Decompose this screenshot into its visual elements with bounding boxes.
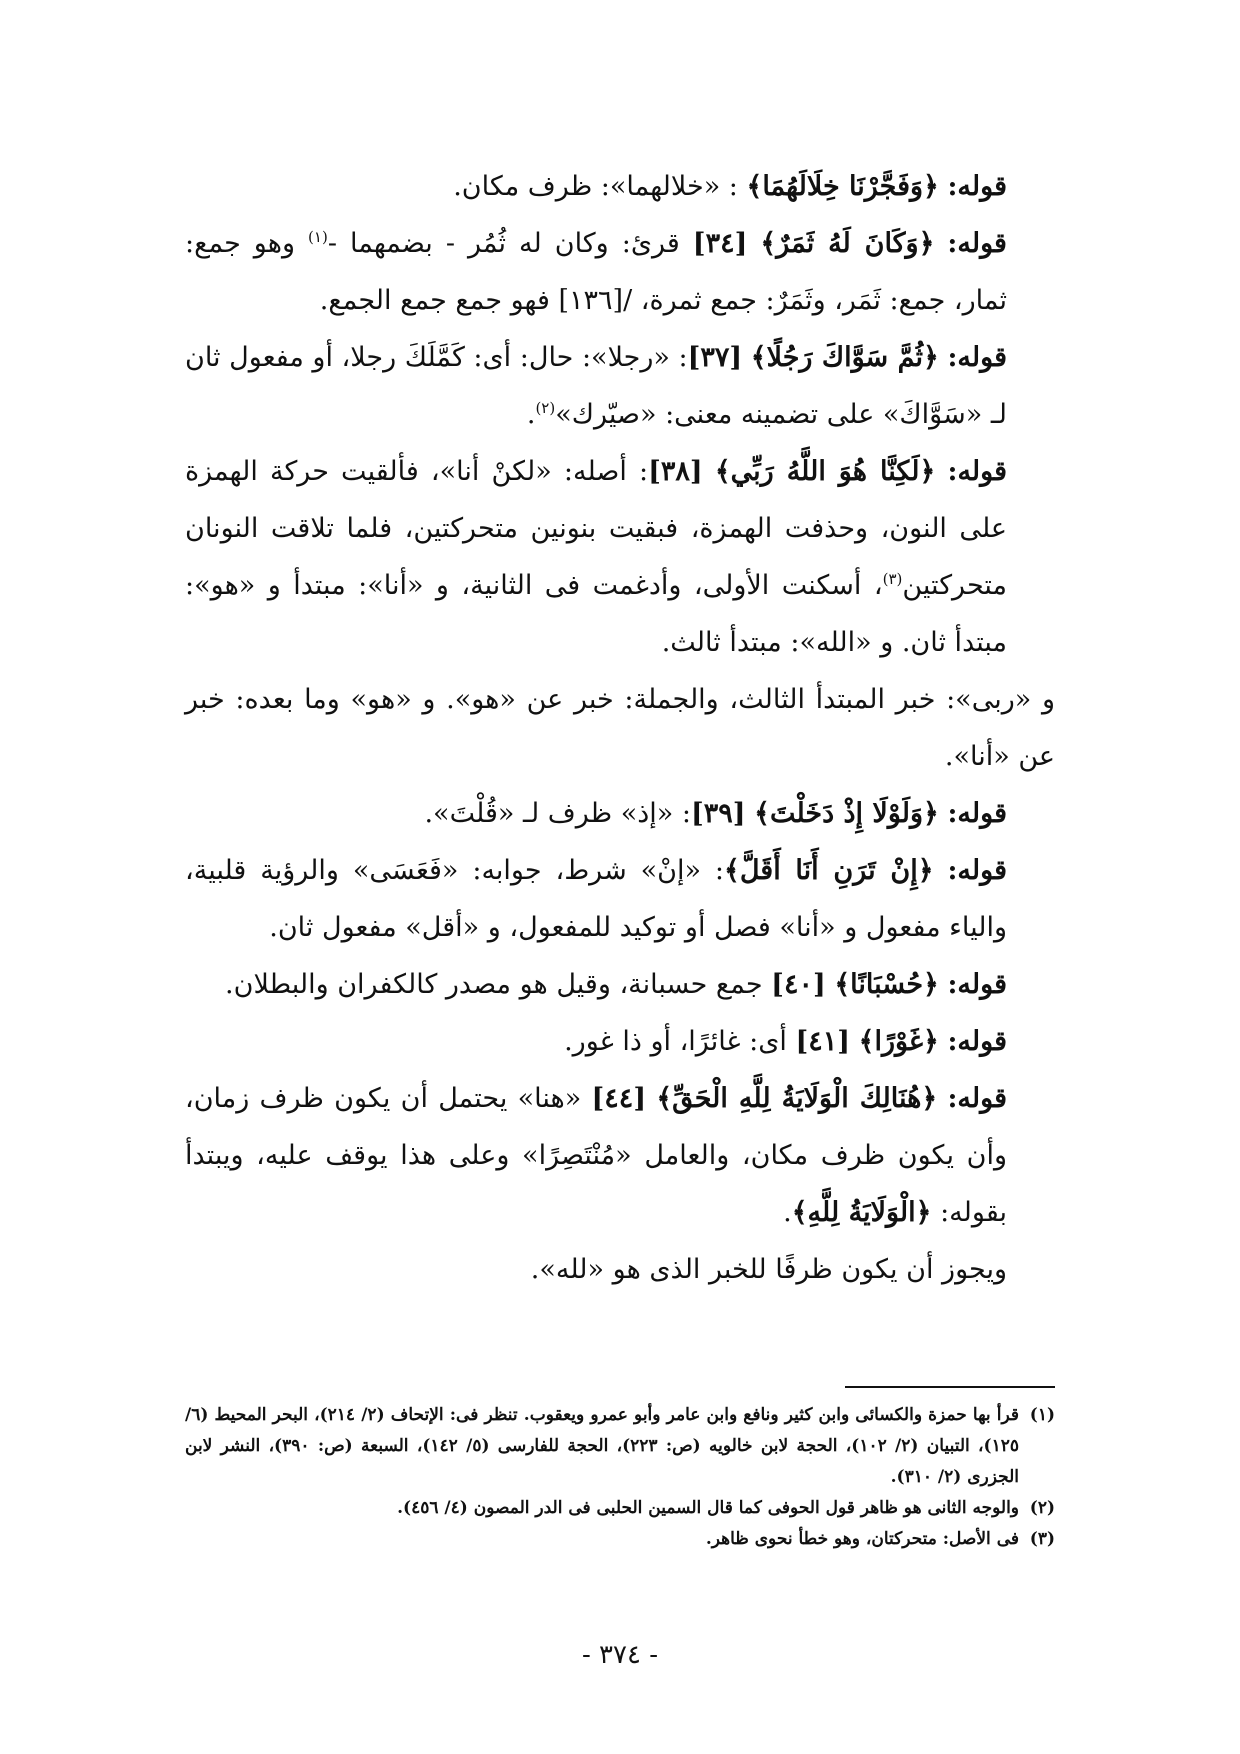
- footnotes: [185, 1400, 1055, 1555]
- paragraph-9: [185, 1013, 1055, 1070]
- quran-verse: ﴿وَكَانَ لَهُ ثَمَرٌ﴾: [760, 228, 935, 259]
- footnote-divider: [845, 1386, 1055, 1388]
- footnote-text: فى الأصل: متحركتان، وهو خطأ نحوى ظاهر.: [705, 1529, 1019, 1549]
- quran-verse: ﴿حُسْبَانًا﴾: [834, 969, 939, 1000]
- paragraph-5: [185, 671, 1055, 785]
- footnote-number: (٢): [1029, 1498, 1055, 1518]
- verse-number: [٤٠]: [771, 969, 826, 1000]
- commentary: قرئ: وكان له ثُمُر - بضمهما -: [327, 228, 693, 259]
- page-number: - ٣٧٤ -: [581, 1640, 659, 1670]
- paragraph-1: [185, 158, 1055, 215]
- quran-verse: ﴿إِنْ تَرَنِ أَنَا أَقَلَّ﴾: [724, 855, 934, 886]
- commentary: : «إذ» ظرف لـ «قُلْتَ».: [424, 798, 691, 829]
- footnote-number: (٣): [1029, 1529, 1055, 1549]
- footnote-1: [185, 1400, 1055, 1493]
- label: قوله:: [947, 798, 1007, 829]
- label: قوله:: [947, 1026, 1007, 1057]
- paragraph-11: [185, 1241, 1055, 1298]
- footnote-text: والوجه الثانى هو ظاهر قول الحوفى كما قال السمين الحلبى فى الدر المصون (٤/ ٤٥٦).: [397, 1498, 1019, 1518]
- main-text: [185, 158, 1055, 1298]
- quran-verse: ﴿ثُمَّ سَوَّاكَ رَجُلًا﴾: [750, 342, 939, 373]
- commentary: «هنا» يحتمل أن يكون ظرف زمان، وأن يكون ظرف مكان، والعامل «مُنْتَصِرًا» وعلى هذا يوقف عليه، ويبتدأ بقوله:: [185, 1083, 1007, 1228]
- label: قوله:: [947, 855, 1007, 886]
- label: قوله:: [947, 969, 1007, 1000]
- quran-verse-quoted: ﴿الْوَلَايَةُ لِلَّهِ﴾: [791, 1197, 932, 1228]
- verse-number: [٤٤]: [591, 1083, 647, 1114]
- paragraph-3: [185, 329, 1055, 443]
- label: قوله:: [947, 342, 1007, 373]
- verse-number: [٣٧]: [687, 342, 743, 373]
- quran-verse: ﴿غَوْرًا﴾: [858, 1026, 939, 1057]
- commentary-continued: وهو جمع: ثمار، جمع: ثَمَر، وثَمَرٌ: جمع ثمرة، /[١٣٦] فهو جمع جمع الجمع.: [185, 228, 1007, 316]
- verse-number: [٣٨]: [648, 456, 703, 487]
- commentary: : أصله: «لكنْ أنا»، فألقيت حركة الهمزة على النون، وحذفت الهمزة، فبقيت بنونين متحركتين، فلما تلاقت النونان متحركتين: [185, 456, 1007, 601]
- paragraph-8: [185, 956, 1055, 1013]
- verse-number: [٣٤]: [692, 228, 748, 259]
- commentary: : «رجلا»: حال: أى: كَمَّلَكَ رجلا، أو مفعول ثان لـ «سَوَّاكَ» على تضمينه معنى: «صيّرك»: [184, 342, 1007, 430]
- verse-number: [٣٩]: [690, 798, 746, 829]
- commentary-continued: .: [783, 1197, 792, 1228]
- commentary-continued: .: [526, 399, 536, 430]
- commentary: : «خلالهما»: ظرف مكان.: [453, 171, 738, 202]
- commentary: أى: غائرًا، أو ذا غور.: [564, 1026, 796, 1057]
- footnote-ref[interactable]: (٢): [535, 399, 556, 417]
- quran-verse: ﴿وَفَجَّرْنَا خِلَالَهُمَا﴾: [746, 171, 939, 202]
- commentary: : «إنْ» شرط، جوابه: «فَعَسَى» والرؤية قلبية، والياء مفعول و «أنا» فصل أو توكيد للمفعول، و «أقل» مفعول ثان.: [185, 855, 1007, 943]
- footnote-2: [185, 1493, 1055, 1524]
- label: قوله:: [947, 456, 1008, 487]
- commentary: و «ربى»: خبر المبتدأ الثالث، والجملة: خبر عن «هو». و «هو» وما بعده: خبر عن «أنا».: [185, 684, 1055, 772]
- commentary: ويجوز أن يكون ظرفًا للخبر الذى هو «لله».: [530, 1254, 1007, 1285]
- quran-verse: ﴿وَلَوْلَا إِذْ دَخَلْتَ﴾: [754, 798, 939, 829]
- footnote-number: (١): [1029, 1405, 1055, 1425]
- quran-verse: ﴿لَكِنَّا هُوَ اللَّهُ رَبِّي﴾: [714, 456, 936, 487]
- paragraph-4: [185, 443, 1055, 671]
- paragraph-6: [185, 785, 1055, 842]
- footnote-3: [185, 1524, 1055, 1555]
- label: قوله:: [947, 171, 1007, 202]
- quran-verse: ﴿هُنَالِكَ الْوَلَايَةُ لِلَّهِ الْحَقِّ﴾: [656, 1083, 938, 1114]
- footnote-text: قرأ بها حمزة والكسائى وابن كثير ونافع وابن عامر وأبو عمرو ويعقوب. تنظر فى: الإتحاف (٢/ ٢١٤)، البحر المحيط (٦/ ١٢٥)، التبيان (٢/ ١٠٢)، الحجة لابن خالويه (ص: ٢٢٣)، الحجة للفارسى (٥/ ١٤٢)، السبعة (ص: ٣٩٠)، النشر لابن الجزرى (٢/ ٣١٠).: [185, 1405, 1019, 1487]
- label: قوله:: [947, 228, 1007, 259]
- paragraph-10: [185, 1070, 1055, 1241]
- footnote-ref[interactable]: (١): [308, 228, 328, 246]
- paragraph-7: [185, 842, 1055, 956]
- paragraph-2: [185, 215, 1055, 329]
- footnote-ref[interactable]: (٣): [882, 570, 903, 588]
- commentary: جمع حسبانة، وقيل هو مصدر كالكفران والبطلان.: [225, 969, 772, 1000]
- verse-number: [٤١]: [795, 1026, 851, 1057]
- commentary-continued: ، أسكنت الأولى، وأدغمت فى الثانية، و «أنا»: مبتدأ و «هو»: مبتدأ ثان. و «الله»: مبتدأ ثالث.: [185, 570, 1007, 658]
- label: قوله:: [947, 1083, 1007, 1114]
